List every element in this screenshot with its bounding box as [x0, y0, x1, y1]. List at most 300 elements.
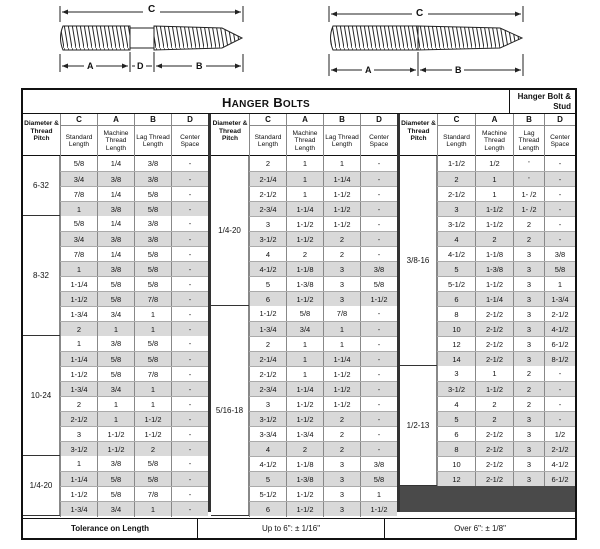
cell-c: 3 [437, 366, 475, 381]
table-row [60, 501, 208, 516]
table-row [437, 471, 575, 486]
cell-a: 3/8 [97, 336, 134, 351]
cell-b: 2 [513, 217, 544, 232]
thread-size-label: 10-24 [23, 336, 60, 455]
table-row [249, 171, 397, 186]
cell-a: 3/8 [97, 202, 134, 217]
header-letter-c: C [61, 114, 97, 126]
cell-b: 1 [323, 337, 360, 352]
cell-a: 5/8 [97, 367, 134, 382]
cell-b: 5/8 [134, 352, 171, 367]
cell-b: 7/8 [134, 487, 171, 502]
cell-a: 1/4 [97, 156, 134, 171]
cell-c: 1-3/4 [249, 322, 286, 337]
thread-size-group [23, 456, 208, 516]
cell-a: 2-1/2 [475, 352, 513, 367]
empty-filler [400, 486, 575, 512]
cell-c: 4 [437, 397, 475, 412]
cell-a: 1-1/2 [286, 232, 323, 247]
dim-label-a-right: A [365, 65, 372, 75]
table-row [60, 351, 208, 366]
cell-c: 2-1/4 [249, 172, 286, 187]
cell-c: 4 [437, 232, 475, 247]
cell-d: - [171, 232, 208, 247]
tolerance-label: Tolerance on Length [70, 524, 150, 533]
cell-b: 5/8 [134, 187, 171, 202]
hanger-stud-drawing [329, 6, 523, 76]
cell-a: 1-1/2 [97, 427, 134, 442]
cell-d: - [171, 412, 208, 427]
cell-a: 1-1/2 [286, 217, 323, 232]
cell-a: 1-1/8 [286, 457, 323, 472]
cell-a: 1-1/2 [475, 217, 513, 232]
header-col-c [60, 114, 97, 156]
table-row [437, 276, 575, 291]
cell-b: 5/8 [134, 472, 171, 487]
cell-b: 1-1/2 [323, 367, 360, 382]
cell-c: 4-1/2 [249, 457, 286, 472]
table-row [437, 456, 575, 471]
table-row [437, 171, 575, 186]
header-sub-b: Lag Thread Length [325, 133, 359, 148]
header-col-d [544, 114, 575, 156]
table-row [60, 231, 208, 246]
thread-size-group [23, 216, 208, 336]
cell-a: 3/8 [97, 232, 134, 247]
cell-a: 1 [286, 187, 323, 202]
table-body [211, 156, 397, 512]
cell-d: - [360, 322, 397, 337]
cell-c: 3 [60, 427, 97, 442]
cell-c: 5-1/2 [437, 277, 475, 292]
cell-c: 12 [437, 337, 475, 352]
cell-d: 1/2 [544, 427, 575, 442]
thread-size-label: 5/16-18 [211, 306, 249, 515]
cell-b: 5/8 [134, 277, 171, 292]
cell-b: 1- /2 [513, 187, 544, 202]
cell-d: - [544, 412, 575, 427]
cell-d: - [360, 412, 397, 427]
table-row [60, 306, 208, 321]
table-row [249, 201, 397, 216]
table-row [437, 201, 575, 216]
cell-d: 5/8 [544, 262, 575, 277]
cell-b: 1-1/2 [134, 427, 171, 442]
cell-b: 5/8 [134, 336, 171, 351]
cell-d: - [171, 202, 208, 217]
cell-a: 2 [475, 397, 513, 412]
cell-c: 4-1/2 [249, 262, 286, 277]
cell-c: 10 [437, 457, 475, 472]
cell-d: - [171, 247, 208, 262]
cell-a: 1-3/8 [286, 277, 323, 292]
cell-c: 2 [249, 156, 286, 171]
cell-c: 5/8 [60, 156, 97, 171]
cell-a: 3/8 [97, 262, 134, 277]
header-sub-a: Machine Thread Length [103, 129, 129, 152]
cell-c: 3 [249, 397, 286, 412]
cell-a: 2-1/2 [475, 472, 513, 487]
cell-d: - [360, 217, 397, 232]
header-letter-d: D [361, 114, 397, 126]
table-row [249, 366, 397, 381]
cell-d: - [544, 202, 575, 217]
cell-d: 2-1/2 [544, 307, 575, 322]
table-row [60, 336, 208, 351]
cell-b: 2 [513, 232, 544, 247]
cell-a: 1 [286, 172, 323, 187]
cell-d: 1-1/2 [360, 292, 397, 307]
table-row [60, 156, 208, 171]
cell-b: 3 [513, 412, 544, 427]
subtitle-line-2: Stud [553, 102, 571, 111]
cell-a: 1 [475, 172, 513, 187]
cell-c: 3 [249, 217, 286, 232]
table-row [249, 456, 397, 471]
header-col-a [97, 114, 134, 156]
cell-d: - [360, 427, 397, 442]
table-row [437, 186, 575, 201]
header-sub-c: Standard Length [443, 133, 470, 148]
cell-a: 3/4 [286, 322, 323, 337]
cell-a: 1 [475, 366, 513, 381]
table-row [249, 261, 397, 276]
cell-b: 1- /2 [513, 202, 544, 217]
cell-c: 2-3/4 [249, 382, 286, 397]
table-row [60, 396, 208, 411]
cell-c: 5 [249, 472, 286, 487]
cell-d: 3/8 [360, 457, 397, 472]
cell-b: 2 [134, 442, 171, 457]
cell-b: 2 [513, 366, 544, 381]
cell-b: 3 [513, 472, 544, 487]
cell-d: 1-3/4 [544, 292, 575, 307]
cell-d: - [360, 187, 397, 202]
table-row [60, 426, 208, 441]
bolt-diagram-svg [0, 0, 600, 86]
cell-a: 2-1/2 [475, 322, 513, 337]
cell-c: 4 [249, 247, 286, 262]
cell-d: - [171, 187, 208, 202]
cell-b: 5/8 [134, 262, 171, 277]
cell-d: - [360, 172, 397, 187]
cell-a: 5/8 [97, 487, 134, 502]
cell-d: 8-1/2 [544, 352, 575, 367]
cell-c: 7/8 [60, 247, 97, 262]
table-row [249, 291, 397, 306]
cell-d: - [544, 232, 575, 247]
table-row [60, 201, 208, 216]
cell-a: 3/4 [97, 382, 134, 397]
cell-b: 1-1/4 [323, 172, 360, 187]
header-col-c [437, 114, 475, 156]
cell-b: 2 [323, 427, 360, 442]
header-letter-a: A [98, 114, 134, 126]
tolerance-over-6: Over 6": ± 1/8" [454, 524, 506, 533]
cell-c: 10 [437, 322, 475, 337]
header-letter-b: B [135, 114, 171, 126]
header-sub-c: Standard Length [254, 133, 282, 148]
table-row [437, 306, 575, 321]
cell-a: 1-1/4 [286, 382, 323, 397]
cell-d: - [544, 397, 575, 412]
cell-d: 1 [360, 487, 397, 502]
cell-c: 14 [437, 352, 475, 367]
cell-b: 2 [513, 397, 544, 412]
cell-d: - [171, 456, 208, 471]
cell-c: 2 [437, 172, 475, 187]
cell-b: 2 [323, 232, 360, 247]
table-row [437, 381, 575, 396]
table-header [400, 114, 575, 156]
cell-b: 3 [323, 277, 360, 292]
cell-b: 3 [323, 292, 360, 307]
header-col-c [249, 114, 286, 156]
cell-b: 1 [323, 156, 360, 171]
header-sub-b: Lag Thread Length [136, 133, 170, 148]
cell-a: 1 [97, 397, 134, 412]
cell-b: 3 [323, 472, 360, 487]
table-row [249, 411, 397, 426]
cell-d: - [360, 306, 397, 321]
cell-c: 2-1/2 [437, 187, 475, 202]
table-row [249, 381, 397, 396]
header-col-a [286, 114, 323, 156]
cell-c: 5 [437, 412, 475, 427]
cell-c: 6 [249, 502, 286, 517]
thread-size-group [400, 366, 575, 486]
cell-d: - [171, 472, 208, 487]
thread-size-label: 1/4-20 [23, 456, 60, 515]
subtitle-line-1: Hanger Bolt & [517, 92, 571, 101]
cell-d: 1-1/2 [360, 502, 397, 517]
cell-d: 4-1/2 [544, 322, 575, 337]
cell-a: 2 [286, 247, 323, 262]
cell-c: 3/4 [60, 232, 97, 247]
table-row [249, 186, 397, 201]
cell-a: 3/4 [97, 307, 134, 322]
cell-b: 7/8 [134, 367, 171, 382]
header-letter-c: C [250, 114, 286, 126]
cell-d: 4-1/2 [544, 457, 575, 472]
table-row [60, 411, 208, 426]
cell-b: 2 [323, 247, 360, 262]
cell-c: 3-1/2 [249, 412, 286, 427]
table-row [437, 246, 575, 261]
cell-b: 5/8 [134, 202, 171, 217]
table-title [23, 90, 509, 114]
cell-d: - [171, 156, 208, 171]
header-col-b [323, 114, 360, 156]
cell-b: 3 [513, 247, 544, 262]
cell-d: - [544, 217, 575, 232]
cell-c: 3/4 [60, 172, 97, 187]
cell-c: 3-1/2 [437, 217, 475, 232]
cell-a: 1/4 [97, 247, 134, 262]
cell-d: - [171, 487, 208, 502]
cell-a: 5/8 [286, 306, 323, 321]
table-row [60, 171, 208, 186]
cell-a: 1-1/2 [97, 442, 134, 457]
cell-c: 12 [437, 472, 475, 487]
title-anger: ANGER [231, 99, 270, 110]
cell-c: 7/8 [60, 187, 97, 202]
title-olts: OLTS [282, 99, 311, 110]
table-row [437, 411, 575, 426]
cell-a: 3/8 [97, 172, 134, 187]
cell-b: 3 [513, 277, 544, 292]
cell-a: 1-3/4 [286, 427, 323, 442]
cell-a: 2-1/2 [475, 307, 513, 322]
dim-label-c-left: C [148, 4, 156, 15]
dim-label-b-left: B [196, 61, 203, 71]
header-col-d [171, 114, 208, 156]
table-row [249, 336, 397, 351]
cell-d: - [544, 172, 575, 187]
cell-a: 1-3/8 [475, 262, 513, 277]
cell-d: 6-1/2 [544, 472, 575, 487]
cell-a: 1 [286, 156, 323, 171]
table-header [211, 114, 397, 156]
dim-label-c-right: C [416, 8, 424, 19]
cell-d: - [360, 382, 397, 397]
dim-label-a-left: A [87, 61, 94, 71]
cell-c: 1-3/4 [60, 382, 97, 397]
header-letter-b: B [324, 114, 360, 126]
thread-size-label: 3/8-16 [400, 156, 437, 365]
cell-b: 7/8 [323, 306, 360, 321]
cell-c: 3-1/2 [437, 382, 475, 397]
cell-a: 1-1/2 [286, 292, 323, 307]
header-sub-d: Center Space [550, 133, 570, 148]
cell-b: 7/8 [134, 292, 171, 307]
header-diameter-label: Diameter & Thread Pitch [212, 120, 248, 142]
header-diameter-thread-pitch [211, 114, 249, 156]
dim-label-d-left: D [137, 61, 144, 71]
cell-b: 1 [134, 397, 171, 412]
cell-d: - [360, 337, 397, 352]
cell-d: - [171, 397, 208, 412]
header-letter-a: A [287, 114, 323, 126]
cell-c: 8 [437, 442, 475, 457]
cell-c: 1-1/2 [437, 156, 475, 171]
table-row [249, 441, 397, 456]
cell-b: 3/8 [134, 172, 171, 187]
header-diameter-label: Diameter & Thread Pitch [24, 120, 59, 142]
cell-b: 3 [513, 322, 544, 337]
cell-a: 1-1/2 [286, 412, 323, 427]
cell-c: 8 [437, 307, 475, 322]
cell-b: 3 [323, 502, 360, 517]
header-col-d [360, 114, 397, 156]
cell-b: 1-1/4 [323, 352, 360, 367]
cell-b: 1 [134, 382, 171, 397]
header-sub-b: Lag Thread Length [518, 129, 540, 152]
cell-a: 1/4 [97, 187, 134, 202]
thread-size-group [211, 306, 397, 516]
table-row [60, 486, 208, 501]
header-sub-d: Center Space [369, 133, 389, 148]
thread-size-label: 6-32 [23, 156, 60, 215]
cell-a: 1 [97, 322, 134, 337]
cell-d: 3/8 [360, 262, 397, 277]
table-row [60, 291, 208, 306]
cell-c: 2-1/2 [60, 412, 97, 427]
cell-d: - [171, 352, 208, 367]
cell-b: 1-1/2 [323, 217, 360, 232]
tolerance-footer [23, 518, 575, 538]
thread-size-label: 1/2-13 [400, 366, 437, 485]
cell-c: 1-1/2 [60, 487, 97, 502]
cell-c: 4-1/2 [437, 247, 475, 262]
table-row [249, 351, 397, 366]
header-letter-d: D [172, 114, 208, 126]
table-row [249, 276, 397, 291]
cell-b: 3 [513, 352, 544, 367]
table-row [437, 351, 575, 366]
cell-d: 2-1/2 [544, 442, 575, 457]
cell-d: - [360, 367, 397, 382]
cell-c: 6 [249, 292, 286, 307]
cell-d: - [171, 367, 208, 382]
table-row [249, 471, 397, 486]
cell-d: - [171, 427, 208, 442]
table-row [60, 321, 208, 336]
table-row [437, 366, 575, 381]
cell-d: - [360, 202, 397, 217]
cell-c: 2-1/2 [249, 367, 286, 382]
cell-d: 1 [544, 277, 575, 292]
cell-c: 3-1/2 [60, 442, 97, 457]
cell-c: 5 [437, 262, 475, 277]
table-row [60, 381, 208, 396]
cell-c: 2-1/4 [249, 352, 286, 367]
cell-d: - [360, 232, 397, 247]
cell-c: 1-1/2 [60, 367, 97, 382]
cell-d: - [360, 397, 397, 412]
cell-c: 1-1/2 [249, 306, 286, 321]
cell-b: 1 [323, 322, 360, 337]
cell-d: - [360, 247, 397, 262]
cell-d: - [171, 322, 208, 337]
table-section-2 [211, 114, 397, 512]
table-row [249, 486, 397, 501]
cell-a: 1-3/8 [286, 472, 323, 487]
header-letter-d: D [545, 114, 575, 126]
table-row [60, 246, 208, 261]
cell-d: - [171, 292, 208, 307]
cell-b: 3/8 [134, 232, 171, 247]
table-row [60, 261, 208, 276]
cell-b: 3 [323, 457, 360, 472]
cell-c: 1 [60, 202, 97, 217]
cell-c: 6 [437, 427, 475, 442]
cell-c: 5-1/2 [249, 487, 286, 502]
cell-a: 1-1/2 [286, 502, 323, 517]
cell-a: 2-1/2 [475, 427, 513, 442]
cell-a: 2 [475, 232, 513, 247]
table-row [60, 366, 208, 381]
table-body [400, 156, 575, 512]
cell-c: 1-1/4 [60, 277, 97, 292]
dim-label-b-right: B [455, 65, 462, 75]
cell-a: 1-1/4 [286, 202, 323, 217]
cell-d: - [544, 156, 575, 171]
cell-a: 1-1/2 [475, 382, 513, 397]
cell-c: 3-3/4 [249, 427, 286, 442]
cell-b: 1-1/2 [323, 202, 360, 217]
cell-b: 5/8 [134, 247, 171, 262]
